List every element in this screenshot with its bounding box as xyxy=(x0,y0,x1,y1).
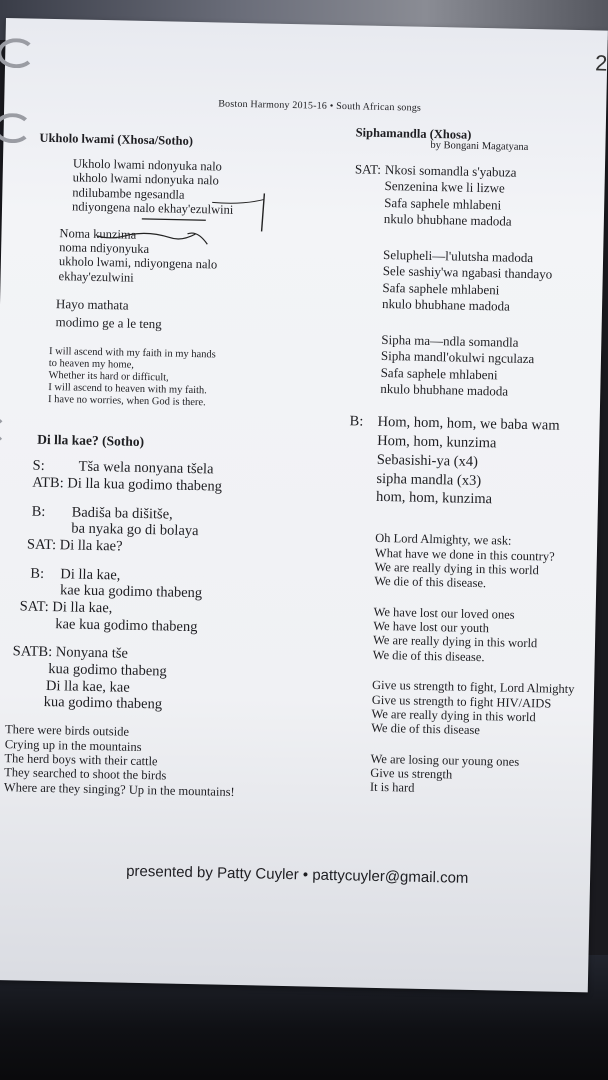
translation-line: It is hard xyxy=(369,780,415,796)
lyric-line: kae kua godimo thabeng xyxy=(55,615,198,635)
lyric-line: Hom, hom, hom, we baba wam xyxy=(377,413,560,434)
lyric-line: Nkosi somandla s'yabuza xyxy=(384,161,517,180)
translation-line: The herd boys with their cattle xyxy=(4,751,158,769)
lyric-line: modimo ge a le teng xyxy=(55,313,162,331)
translation-line: Give us strength to fight, Lord Almighty xyxy=(371,678,575,697)
presenter-footer: presented by Patty Cuyler • pattycuyler@gmail.com xyxy=(125,862,469,887)
translation-line: Give us strength xyxy=(370,765,453,782)
lyric-line: Nonyana tše xyxy=(55,644,129,663)
lyric-line: Di lla kua godimo thabeng xyxy=(67,475,223,495)
translation-line: What have we done in this country? xyxy=(374,545,555,564)
lyric-line: Sipha mandl'okulwi ngculaza xyxy=(380,348,535,367)
parts xyxy=(12,458,322,717)
lyric-line: Di lla kae, xyxy=(52,599,113,617)
lyric-line: nkulo bhubhane madoda xyxy=(380,380,509,399)
lyric-line: Di lla kae? xyxy=(59,537,123,555)
lyric-line: hom, hom, kunzima xyxy=(375,489,493,508)
translation-line: to heaven my home, xyxy=(48,358,135,371)
part-label: B: xyxy=(31,503,46,520)
lyric-line: Hayo mathata xyxy=(55,296,129,313)
lyric-line: Badiša ba dišitše, xyxy=(71,504,173,523)
lyric-line: Noma kunzima xyxy=(59,225,137,242)
page-header: Boston Harmony 2015-16 • South African songs xyxy=(218,98,422,114)
translation-line: Crying up in the mountains xyxy=(4,736,142,754)
stanza xyxy=(36,225,327,289)
translation-line: Give us strength to fight HIV/AIDS xyxy=(371,692,552,711)
lyric-line: Safa saphele mhlabeni xyxy=(380,364,498,382)
translation-line: We are really dying in this world xyxy=(371,706,536,725)
lyric-line: Di lla kae, xyxy=(60,566,121,584)
lyric-line: Di lla kae, kae xyxy=(45,677,130,696)
lyric-line: Sipha ma—ndla somandla xyxy=(381,331,519,350)
part-label: S: xyxy=(32,458,45,475)
lyric-line: nkulo bhubhane madoda xyxy=(383,210,512,229)
translation-line: We are really dying in this world xyxy=(374,559,539,578)
lyric-line: ekhay'ezulwini xyxy=(58,268,134,285)
part-label: ATB: xyxy=(32,474,64,492)
translation-line: There were birds outside xyxy=(4,722,130,739)
binder-ring-icon xyxy=(0,113,32,144)
translation-line: We die of this disease xyxy=(371,721,481,738)
translation xyxy=(34,346,325,412)
lyric-line: ndiyongena nalo ekhay'ezulwini xyxy=(71,199,234,217)
translation-line: We have lost our youth xyxy=(373,618,490,636)
song-title-ukholo: Ukholo lwami (Xhosa/Sotho) xyxy=(39,130,194,148)
translation-line: We are losing our young ones xyxy=(370,751,520,769)
translation-line: Where are they singing? Up in the mountains! xyxy=(3,779,235,799)
part-label: SATB: xyxy=(12,643,53,661)
page-number: 2 xyxy=(594,50,608,76)
lyric-line: Senzenina kwe li lizwe xyxy=(384,178,505,196)
lyric-line: ukholo lwami ndonyuka nalo xyxy=(72,170,219,188)
lyric-line: ukholo lwami, ndiyongena nalo xyxy=(58,254,218,272)
translation-line: Oh Lord Almighty, we ask: xyxy=(375,531,512,548)
binder-ring-icon xyxy=(0,38,36,69)
lyric-line: sipha mandla (x3) xyxy=(376,470,482,489)
part-label: SAT: xyxy=(354,161,382,177)
lyric-line: nkulo bhubhane madoda xyxy=(381,295,511,314)
part-label: SAT: xyxy=(19,598,49,616)
song-title-siphamandla: Siphamandla (Xhosa) xyxy=(355,125,472,142)
translation-line: I will ascend with my faith in my hands xyxy=(48,346,216,361)
translation-line: We are really dying in this world xyxy=(372,633,538,651)
stanza xyxy=(35,295,326,336)
lyric-line: Sebasishi-ya (x4) xyxy=(376,451,479,470)
lyric-line: kua godimo thabeng xyxy=(48,661,167,680)
stanza xyxy=(342,431,608,799)
translation-line: I will ascend to heaven with my faith. xyxy=(48,382,207,397)
lyric-line: noma ndiyonyuka xyxy=(59,240,150,256)
lyric-line: kae kua godimo thabeng xyxy=(59,582,203,602)
part-label: B: xyxy=(30,565,45,582)
stanza xyxy=(38,156,329,220)
translation-line: They searched to shoot the birds xyxy=(4,765,167,783)
lyric-line: Hom, hom, kunzima xyxy=(377,432,497,452)
lyric-line: Safa saphele mhlabeni xyxy=(384,194,502,212)
binder-ring-icon xyxy=(0,418,6,442)
translation-line: We have lost our loved ones xyxy=(373,604,515,622)
lyric-line: kua godimo thabeng xyxy=(43,694,163,713)
translation-line: Whether its hard or difficult, xyxy=(48,370,169,384)
lyric-line: Tša wela nonyana tšela xyxy=(78,459,214,478)
translation-line: We die of this disease. xyxy=(374,574,487,591)
part-label: B: xyxy=(349,413,364,430)
translation-line: I have no worries, when God is there. xyxy=(47,394,206,409)
song-sheet-page xyxy=(0,18,608,992)
lyric-line: Selupheli—l'ulutsha madoda xyxy=(382,246,534,266)
song-title-di-lla-kae: Di lla kae? (Sotho) xyxy=(37,432,145,450)
lyric-line: Sele sashiy'wa ngabasi thandayo xyxy=(382,263,553,282)
stanza xyxy=(350,178,608,402)
lyric-line: ndilubambe ngesandla xyxy=(72,185,185,202)
translation-line: We die of this disease. xyxy=(372,647,485,665)
translation xyxy=(4,722,317,800)
right-column xyxy=(342,125,608,799)
composer-byline: by Bongani Magatyana xyxy=(430,139,529,153)
part-label: SAT: xyxy=(26,536,57,554)
left-column xyxy=(3,130,330,801)
lyric-line: Ukholo lwami ndonyuka nalo xyxy=(72,156,223,174)
lyric-line: Safa saphele mhlabeni xyxy=(382,279,500,297)
lyric-line: ba nyaka go di bolaya xyxy=(71,520,199,540)
